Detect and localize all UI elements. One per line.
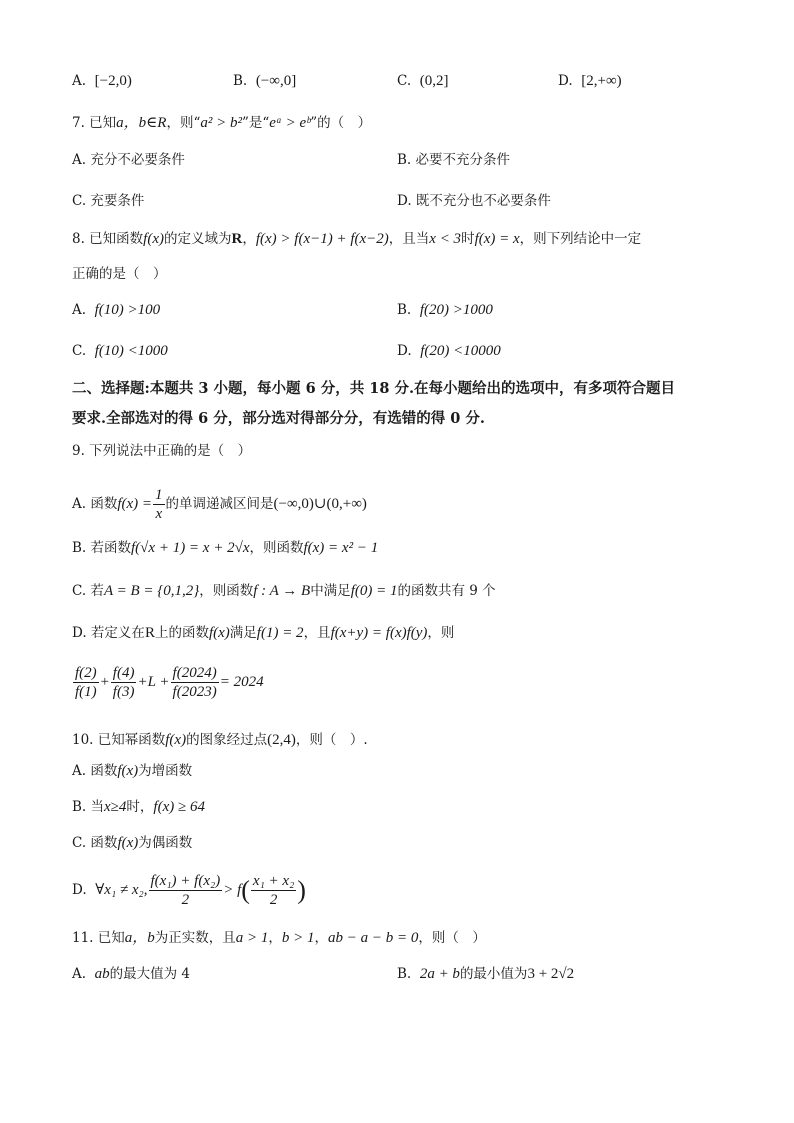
fraction-denominator: 2	[269, 892, 278, 908]
q9-option-c	[72, 581, 496, 601]
math-expr: eᵃ > eᵇ	[269, 115, 311, 131]
section-heading-line1: 二、选择题:本题共 3 小题，每小题 6 分，共 18 分.在每小题给出的选项中，有多项符合题目	[72, 380, 676, 397]
option-text: 中满足	[310, 583, 351, 599]
option-text: ，则函数	[199, 583, 254, 599]
option-text: ，且	[303, 625, 331, 641]
stem-text: ，则（ ）	[418, 930, 486, 946]
math-expr: R	[144, 625, 155, 641]
fraction-numerator: 1	[155, 487, 163, 503]
math-expr: a² > b²	[200, 115, 242, 131]
q7-option-b: B. 必要不充分条件	[397, 152, 511, 168]
fraction	[73, 664, 99, 701]
section-heading-line2: 要求.全部选对的得 6 分，部分选对得部分分，有选错的得 0 分.	[72, 410, 485, 427]
math-expr: b > 1	[281, 930, 315, 946]
option-text: ，则函数	[249, 540, 304, 556]
option-value: (−∞,0]	[255, 73, 297, 89]
fraction	[251, 872, 296, 909]
math-expr: (−∞,0)∪(0,+∞)	[273, 496, 367, 512]
option-value: (0,2]	[419, 73, 449, 89]
q7-option-d: D. 既不充分也不必要条件	[397, 193, 551, 209]
q6-option-d	[558, 71, 622, 91]
math-expr: a，b	[124, 930, 155, 946]
fraction-denominator: f(2023)	[172, 684, 217, 701]
q10-option-b	[72, 797, 205, 817]
q6-option-b	[233, 71, 296, 91]
fraction-numerator: x₁ + x₂	[252, 873, 295, 889]
option-label: A.	[72, 966, 87, 982]
question-number: 11. 已知	[72, 930, 125, 946]
question-number: 10. 已知幂函数	[72, 732, 166, 748]
math-expr: f(x) > f(x−1) + f(x−2)	[255, 231, 389, 247]
math-expr: f(x)	[143, 231, 164, 247]
math-expr: f(x+y) = f(x)f(y)	[330, 625, 428, 641]
q9-option-b	[72, 538, 378, 558]
math-expr: f(10) >100	[94, 302, 161, 318]
math-expr: a > 1	[235, 930, 269, 946]
q8-option-a	[72, 300, 160, 320]
q9-option-a	[72, 486, 367, 523]
stem-text: 时	[461, 231, 475, 247]
fraction-denominator: x	[155, 506, 163, 522]
q8-option-d	[397, 341, 501, 361]
q7-option-c: C. 充要条件	[72, 193, 145, 209]
math-expr: ∀x₁ ≠ x₂,	[95, 882, 148, 898]
math-expr: f(√x + 1) = x + 2√x	[131, 540, 250, 556]
q11-option-b	[397, 964, 574, 984]
option-text: 的最小值为	[459, 966, 528, 982]
q10-option-a	[72, 761, 192, 781]
stem-text: ”是“	[241, 115, 270, 131]
q11-stem: 11. 已知a，b为正实数，且a > 1，b > 1，ab − a − b = 0，则（ ）	[72, 930, 486, 946]
math-expr: f(20) <10000	[420, 343, 501, 359]
math-expr: ab	[94, 966, 110, 982]
math-expr: = 2024	[219, 674, 264, 690]
q7-stem	[72, 113, 371, 133]
math-expr: (2,4)	[267, 732, 296, 748]
option-label: A. 函数	[72, 763, 118, 779]
math-expr: x≥4	[104, 799, 127, 815]
q9-option-d	[72, 623, 454, 643]
q6-option-a	[72, 71, 132, 91]
q8-option-c	[72, 341, 168, 361]
option-label: C.	[397, 73, 412, 89]
fraction	[149, 872, 223, 909]
stem-text: ，则（ ）.	[295, 732, 368, 748]
math-expr: f(x)	[117, 835, 139, 851]
option-text: ，则	[427, 625, 455, 641]
fraction-denominator: f(1)	[75, 684, 97, 701]
stem-text: 为正实数，且	[154, 930, 236, 946]
option-text: 满足	[229, 625, 257, 641]
stem-text: ，	[242, 231, 256, 247]
option-label: D. 若定义在	[72, 625, 145, 641]
fraction	[171, 664, 219, 701]
math-expr: > f	[223, 882, 242, 898]
option-label: A. 函数	[72, 496, 118, 512]
stem-text: 的图象经过点	[186, 732, 268, 748]
option-text: 为偶函数	[138, 835, 193, 851]
option-label: B.	[397, 302, 412, 318]
q7-option-a: A. 充分不必要条件	[72, 152, 185, 168]
math-expr: a，b∈R	[116, 115, 167, 131]
q10-option-d: D. ∀x₁ ≠ x₂, $\frac{\text{f(x₁) + f(x₂)}}{2}$ > f( $\frac{\text{x₁ + x₂}}{2}$ )	[72, 873, 306, 908]
question-number: 8. 已知函数	[72, 231, 144, 247]
math-expr: f(20) >1000	[419, 302, 493, 318]
math-expr: R	[231, 231, 243, 247]
stem-text: ，且当	[388, 231, 430, 247]
math-expr: 2a + b	[419, 966, 460, 982]
stem-text: ，则“	[166, 115, 201, 131]
fraction-denominator: 2	[181, 892, 190, 908]
option-label: A.	[72, 302, 87, 318]
option-value: [−2,0)	[94, 73, 132, 89]
math-expr: f(0) = 1	[350, 583, 398, 599]
fraction-denominator: f(3)	[112, 684, 135, 701]
stem-text: 的定义域为	[164, 231, 232, 247]
option-label: C. 若	[72, 583, 104, 599]
fraction-numerator: f(2024)	[172, 665, 217, 682]
question-number: 7. 已知	[72, 115, 117, 131]
math-expr: f(x) = x² − 1	[303, 540, 379, 556]
option-label: D.	[397, 343, 412, 359]
option-label: B.	[397, 966, 412, 982]
q6-option-c	[397, 71, 448, 91]
q9-option-d-formula: $\frac{f(2)}{f(1)}$ + $\frac{f(4)}{f(3)}$ +L + $\frac{f(2024)}{f(2023)}$ = 2024	[75, 665, 264, 701]
math-expr: +L +	[137, 674, 170, 690]
option-label: B. 若函数	[72, 540, 132, 556]
fraction-numerator: f(4)	[112, 665, 135, 682]
q11-option-a	[72, 964, 190, 984]
fraction-numerator: f(2)	[75, 665, 97, 682]
fraction	[111, 664, 137, 701]
option-text: 为增函数	[138, 763, 193, 779]
q8-stem-line2: 正确的是（ ）	[72, 266, 167, 282]
math-expr: f(x) = x	[474, 231, 520, 247]
math-expr: f(1) = 2	[256, 625, 304, 641]
fraction	[153, 486, 165, 523]
math-expr: f(x)	[208, 625, 230, 641]
math-expr: A = B = {0,1,2}	[103, 583, 200, 599]
q8-stem-line1	[72, 229, 641, 249]
q10-option-c	[72, 833, 192, 853]
option-label: B.	[233, 73, 248, 89]
math-expr: f(x) ≥ 64	[153, 799, 205, 815]
q8-option-b	[397, 300, 493, 320]
math-expr: f(x)	[117, 763, 139, 779]
option-label: A.	[72, 73, 87, 89]
stem-text: ，则下列结论中一定	[519, 231, 642, 247]
option-label: D.	[558, 73, 573, 89]
option-text: 的最大值为 4	[109, 966, 191, 982]
math-expr: ab − a − b = 0	[328, 930, 419, 946]
q9-stem: 9. 下列说法中正确的是（ ）	[72, 443, 252, 459]
option-text: 的单调递减区间是	[165, 496, 274, 512]
option-text: 上的函数	[154, 625, 209, 641]
math-expr: x < 3	[429, 231, 462, 247]
option-text: 的函数共有 9 个	[397, 583, 496, 599]
math-expr: 3 + 2√2	[527, 966, 575, 982]
option-label: C. 函数	[72, 835, 118, 851]
stem-text: ”的（ ）	[310, 115, 372, 131]
math-expr: f(x) =	[117, 496, 153, 512]
math-expr: f(10) <1000	[94, 343, 168, 359]
fraction-numerator: f(x₁) + f(x₂)	[150, 873, 221, 889]
math-expr: f : A → B	[253, 583, 311, 599]
option-value: [2,+∞)	[581, 73, 622, 89]
option-label: B. 当	[72, 799, 105, 815]
option-label: D.	[72, 882, 87, 898]
math-expr: f(x)	[165, 732, 187, 748]
q10-stem	[72, 730, 368, 750]
option-text: 时，	[126, 799, 154, 815]
option-label: C.	[72, 343, 87, 359]
